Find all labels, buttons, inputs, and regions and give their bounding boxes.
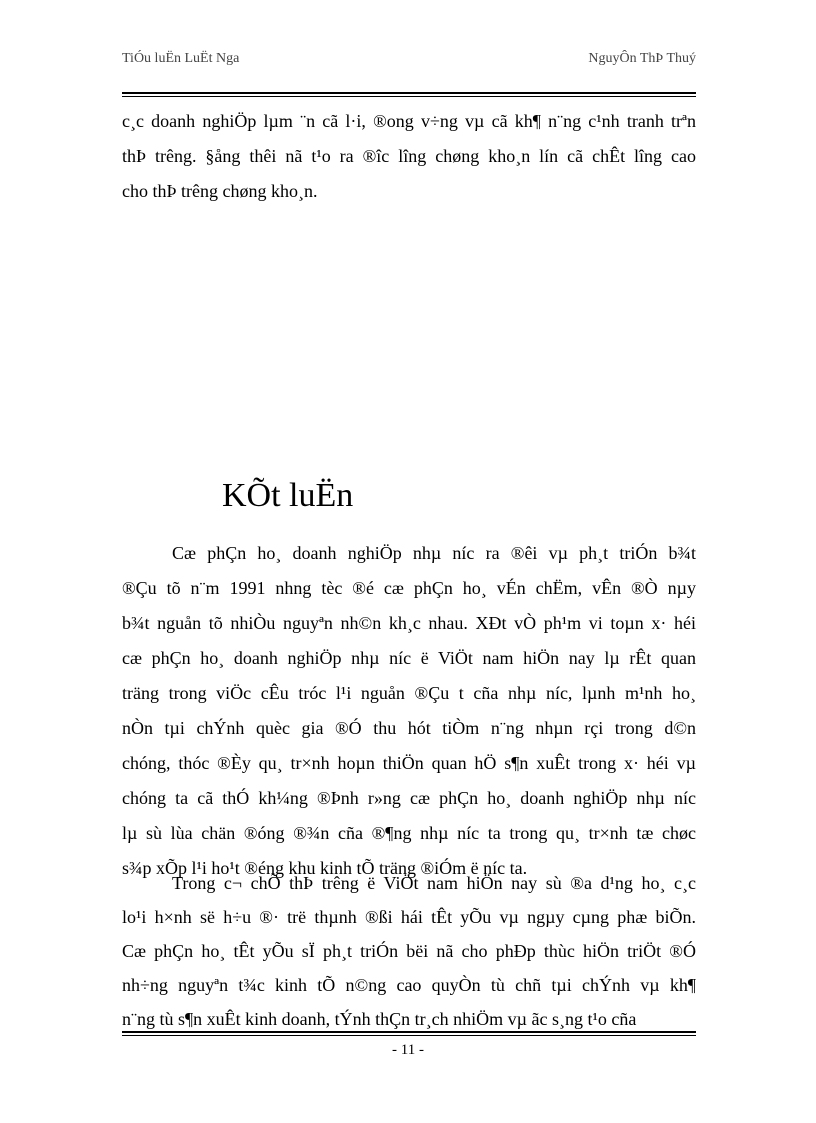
section-heading: KÕt luËn: [222, 477, 354, 514]
header-author-right: NguyÔn ThÞ Thuý: [588, 51, 696, 66]
text-line: lo¹i h×nh së h÷u ®· trë thµnh ®ßi hái tÊt yÕu vµ ngµy cµng phæ biÕn.: [122, 907, 696, 927]
header-rule-thick: [122, 92, 696, 94]
text-line: chóng ta cã thÓ kh¼ng ®Þnh r»ng cæ phÇn ho¸ doanh nghiÖp nhµ níc: [122, 788, 696, 808]
text-line: Trong c¬ chÕ thÞ trêng ë ViÖt nam hiÖn nay sù ®a d¹ng ho¸ c¸c: [172, 873, 696, 893]
text-line: chóng, thóc ®Èy qu¸ tr×nh hoµn thiÖn quan hÖ s¶n xuÊt trong x· héi vµ: [122, 753, 696, 773]
text-line: thÞ trêng. §ång thêi nã t¹o ra ®îc lîng chøng kho¸n lín cã chÊt lîng cao: [122, 146, 696, 166]
page-number: - 11 -: [392, 1042, 424, 1058]
footer-rule-thick: [122, 1031, 696, 1033]
text-line: cæ phÇn ho¸ doanh nghiÖp nhµ níc ë ViÖt nam hiÖn nay lµ rÊt quan: [122, 648, 696, 668]
header-title-left: TiÓu luËn LuËt Nga: [122, 51, 240, 66]
text-line: n¨ng tù s¶n xuÊt kinh doanh, tÝnh thÇn tr¸ch nhiÖm vµ ãc s¸ng t¹o cña: [122, 1009, 637, 1029]
text-line: nÒn tµi chÝnh quèc gia ®Ó thu hót tiÒm n¨ng nhµn rçi trong d©n: [122, 718, 696, 738]
text-line: cho thÞ trêng chøng kho¸n.: [122, 181, 318, 201]
footer-rule-thin: [122, 1035, 696, 1036]
header-rule-thin: [122, 96, 696, 97]
text-line: träng trong viÖc cÊu tróc l¹i nguån ®Çu t cña nhµ níc, lµnh m¹nh ho¸: [122, 683, 696, 703]
text-line: Cæ phÇn ho¸ tÊt yÕu sÏ ph¸t triÓn bëi nã cho phÐp thùc hiÖn triÖt ®Ó: [122, 941, 696, 961]
text-line: s¾p xÕp l¹i ho¹t ®éng khu kinh tÕ träng ®iÓm ë níc ta.: [122, 858, 528, 878]
text-line: ®Çu tõ n¨m 1991 nhng tèc ®é cæ phÇn ho¸ vÉn chËm, vÊn ®Ò nµy: [122, 578, 696, 598]
text-line: c¸c doanh nghiÖp lµm ¨n cã l·i, ®ong v÷ng vµ cã kh¶ n¨ng c¹nh tranh trªn: [122, 111, 696, 131]
text-line: nh÷ng nguyªn t¾c kinh tÕ n©ng cao quyÒn tù chñ tµi chÝnh vµ kh¶: [122, 975, 696, 995]
text-line: lµ sù lùa chän ®óng ®¾n cña ®¶ng nhµ níc ta trong qu¸ tr×nh tæ chøc: [122, 823, 696, 843]
text-line: b¾t nguån tõ nhiÒu nguyªn nh©n kh¸c nhau. XÐt vÒ ph¹m vi toµn x· héi: [122, 613, 696, 633]
text-line: Cæ phÇn ho¸ doanh nghiÖp nhµ níc ra ®êi vµ ph¸t triÓn b¾t: [172, 543, 696, 563]
